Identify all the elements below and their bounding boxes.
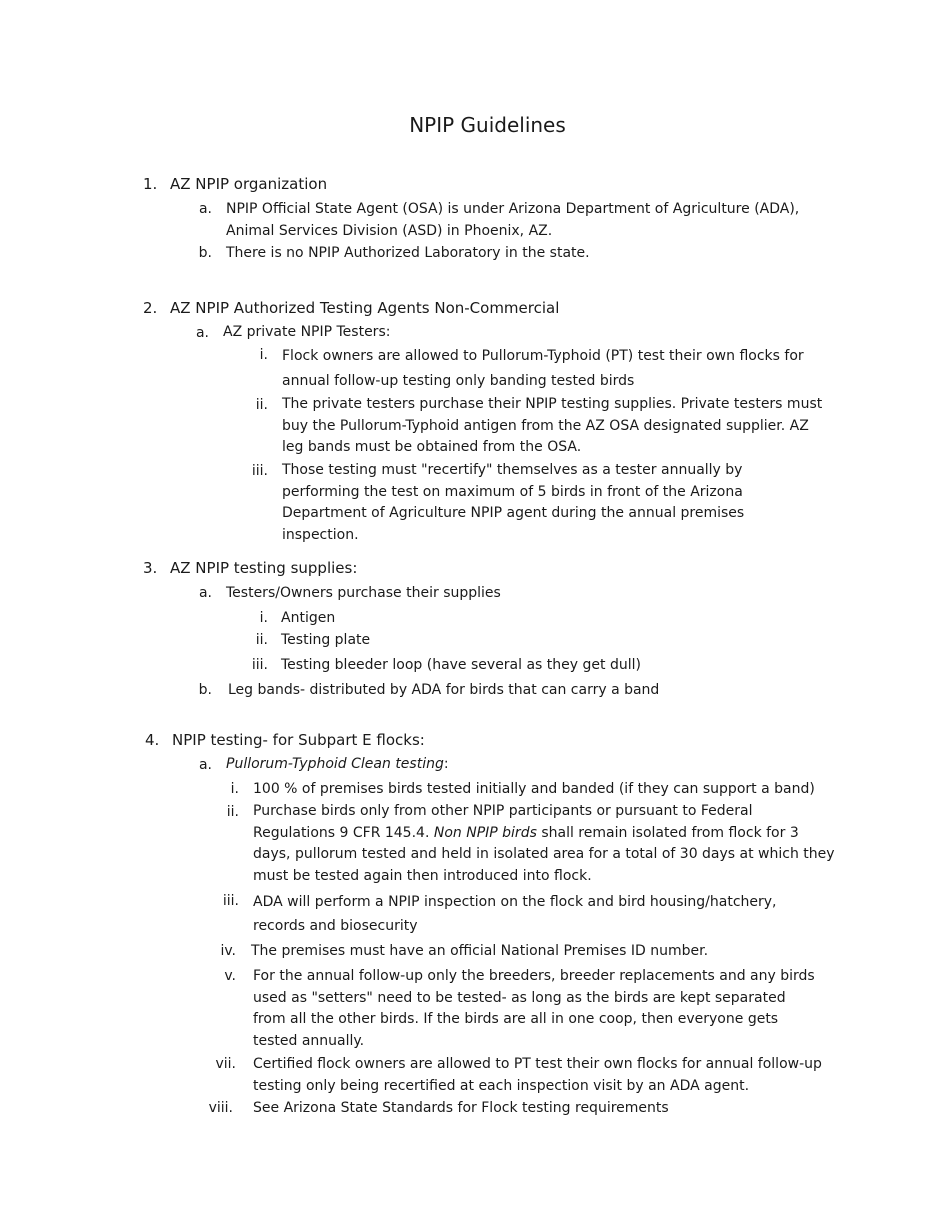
section-heading <box>143 559 357 577</box>
item-marker: iii. <box>251 463 268 479</box>
item-text: NPIP Official State Agent (OSA) is under Arizona Department of Agriculture (ADA), Animal Services Division (ASD) in Phoenix, AZ. <box>226 201 800 239</box>
item-label-italic: Pullorum-Typhoid Clean testing <box>226 756 444 772</box>
section-title: NPIP testing- for Subpart E flocks: <box>172 731 425 749</box>
item-marker: b. <box>198 682 212 698</box>
item-marker: i. <box>230 781 239 797</box>
section-heading <box>143 299 559 317</box>
item-marker: a. <box>198 757 212 773</box>
item-marker: iv. <box>220 943 236 959</box>
section-heading <box>143 175 327 193</box>
item-text: Testing plate <box>281 632 371 648</box>
item-text: There is no NPIP Authorized Laboratory in the state. <box>226 245 590 261</box>
item-text: 100 % of premises birds tested initially and banded (if they can support a band) <box>253 781 815 797</box>
item-label-suffix: : <box>443 756 449 772</box>
item-marker: i. <box>259 347 268 363</box>
item-marker: iii. <box>222 893 239 909</box>
item-text-part: shall remain isolated from flock for 3 days, pullorum tested and held in isolated area for a total of 30 days at which they must be tested again then introduced into flock. <box>253 824 835 884</box>
section-title: AZ NPIP testing supplies: <box>170 559 358 577</box>
item-text <box>226 754 826 776</box>
item-text: Antigen <box>281 610 336 626</box>
item-text: Leg bands- distributed by ADA for birds that can carry a band <box>228 682 660 698</box>
section-title: AZ NPIP Authorized Testing Agents Non-Commercial <box>170 299 560 317</box>
item-text: The premises must have an official National Premises ID number. <box>251 943 709 959</box>
item-marker: ii. <box>255 397 268 413</box>
item-marker: viii. <box>208 1100 233 1116</box>
section-title: AZ NPIP organization <box>170 175 328 193</box>
item-marker: iii. <box>251 657 268 673</box>
page-title: NPIP Guidelines <box>409 113 566 137</box>
section-number: 3. <box>143 559 158 577</box>
item-text-part: Purchase birds only from other NPIP participants or pursuant to Federal Regulations 9 CFR 145.4. <box>253 803 753 841</box>
item-marker: vii. <box>215 1056 236 1072</box>
item-marker: a. <box>198 585 212 601</box>
item-text: Testers/Owners purchase their supplies <box>226 585 501 601</box>
item-marker: i. <box>259 610 268 626</box>
item-marker: v. <box>224 968 236 984</box>
item-text: For the annual follow-up only the breeders, breeder replacements and any birds used as "setters" need to be tested- as long as the birds are kept separated from all the other birds. If the birds are all in one coop, then everyone gets tested annually. <box>253 968 815 1049</box>
item-text: The private testers purchase their NPIP testing supplies. Private testers must buy the Pullorum-Typhoid antigen from the AZ OSA designated supplier. AZ leg bands must be obtained from the OSA. <box>282 396 823 455</box>
item-marker: ii. <box>255 632 268 648</box>
item-text: ADA will perform a NPIP inspection on the flock and bird housing/hatchery, records and biosecurity <box>253 894 777 934</box>
section-number: 2. <box>143 299 158 317</box>
item-marker: a. <box>195 325 209 341</box>
section-number: 1. <box>143 175 158 193</box>
item-text: Flock owners are allowed to Pullorum-Typhoid (PT) test their own flocks for annual follow-up testing only banding tested birds <box>282 348 804 389</box>
item-text: Certified flock owners are allowed to PT test their own flocks for annual follow-up testing only being recertified at each inspection visit by an ADA agent. <box>253 1056 822 1094</box>
item-text-italic: Non NPIP birds <box>433 824 537 841</box>
item-marker: b. <box>198 245 212 261</box>
item-text: See Arizona State Standards for Flock testing requirements <box>253 1100 669 1116</box>
item-text: Testing bleeder loop (have several as they get dull) <box>281 657 641 673</box>
item-text: Those testing must "recertify" themselves as a tester annually by performing the test on maximum of 5 birds in front of the Arizona Department of Agriculture NPIP agent during the annual premises inspection. <box>282 462 745 543</box>
item-text: AZ private NPIP Testers: <box>223 324 391 340</box>
item-text <box>253 801 836 887</box>
section-number: 4. <box>145 731 160 749</box>
section-heading <box>145 731 425 749</box>
item-marker: ii. <box>226 804 239 820</box>
item-marker: a. <box>198 201 212 217</box>
